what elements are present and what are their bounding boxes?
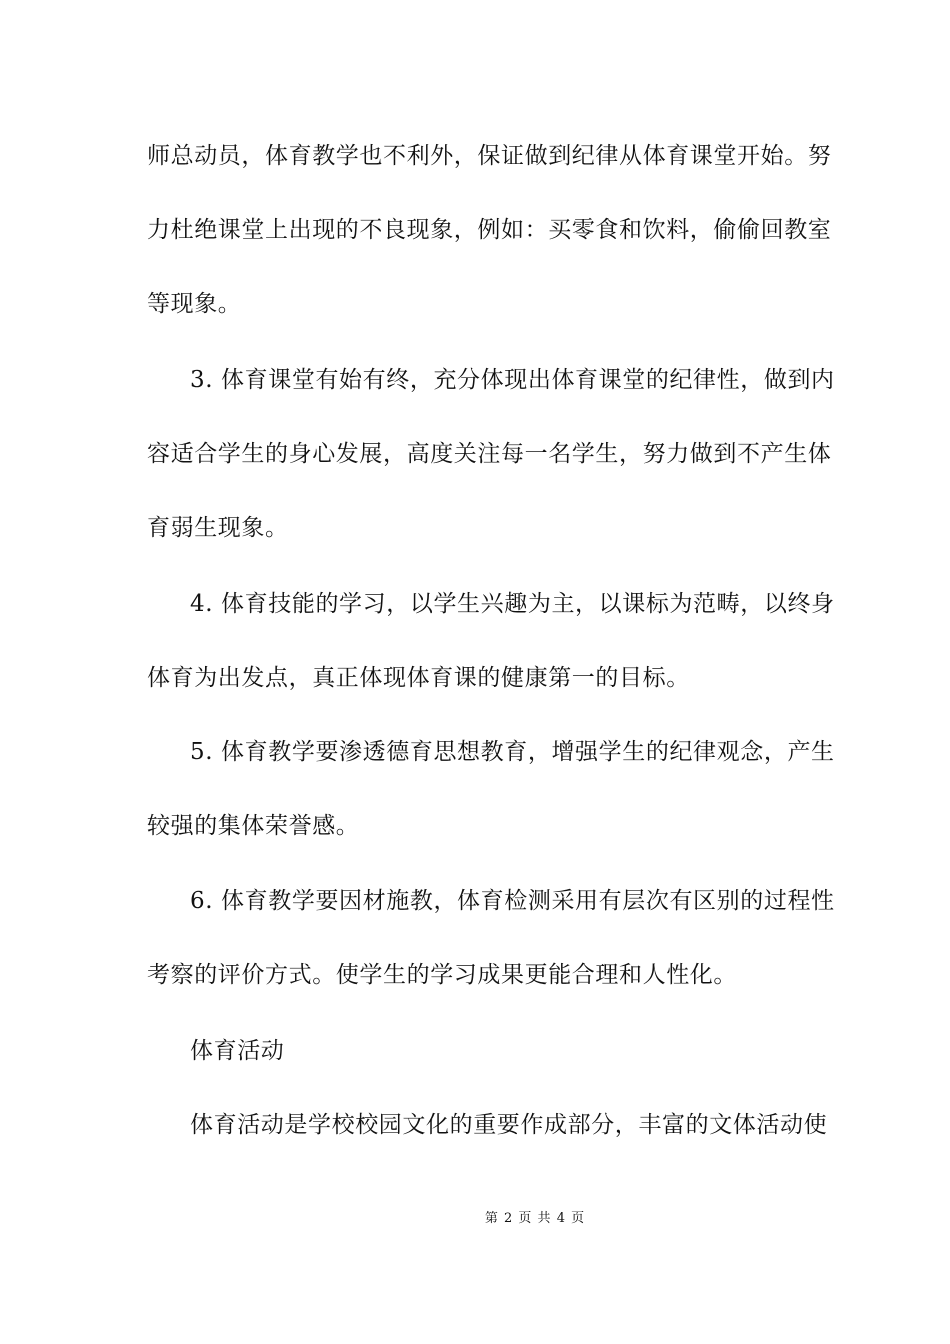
section-heading: 体育活动 xyxy=(190,1038,285,1064)
paragraph-line: 容适合学生的身心发展，高度关注每一名学生，努力做到不产生体 xyxy=(147,441,832,467)
list-item-6-line: 6. 体育教学要因材施教，体育检测采用有层次有区别的过程性 xyxy=(190,888,835,914)
list-item-3-line: 3. 体育课堂有始有终，充分体现出体育课堂的纪律性，做到内 xyxy=(190,367,835,393)
list-item-4-line: 4. 体育技能的学习，以学生兴趣为主，以课标为范畴，以终身 xyxy=(190,591,835,617)
page-footer: 第 2 页 共 4 页 xyxy=(484,1211,586,1226)
paragraph-line: 等现象。 xyxy=(147,291,242,317)
paragraph-line: 体育活动是学校校园文化的重要作成部分，丰富的文体活动使 xyxy=(190,1112,828,1138)
paragraph-line: 体育为出发点，真正体现体育课的健康第一的目标。 xyxy=(147,665,690,691)
paragraph-line: 较强的集体荣誉感。 xyxy=(147,813,360,839)
paragraph-line: 育弱生现象。 xyxy=(147,515,289,541)
list-item-5-line: 5. 体育教学要渗透德育思想教育，增强学生的纪律观念，产生 xyxy=(190,739,835,765)
paragraph-line: 考察的评价方式。使学生的学习成果更能合理和人性化。 xyxy=(147,962,737,988)
paragraph-line: 师总动员，体育教学也不利外，保证做到纪律从体育课堂开始。努 xyxy=(147,143,832,169)
paragraph-line: 力杜绝课堂上出现的不良现象，例如：买零食和饮料，偷偷回教室 xyxy=(147,217,832,243)
